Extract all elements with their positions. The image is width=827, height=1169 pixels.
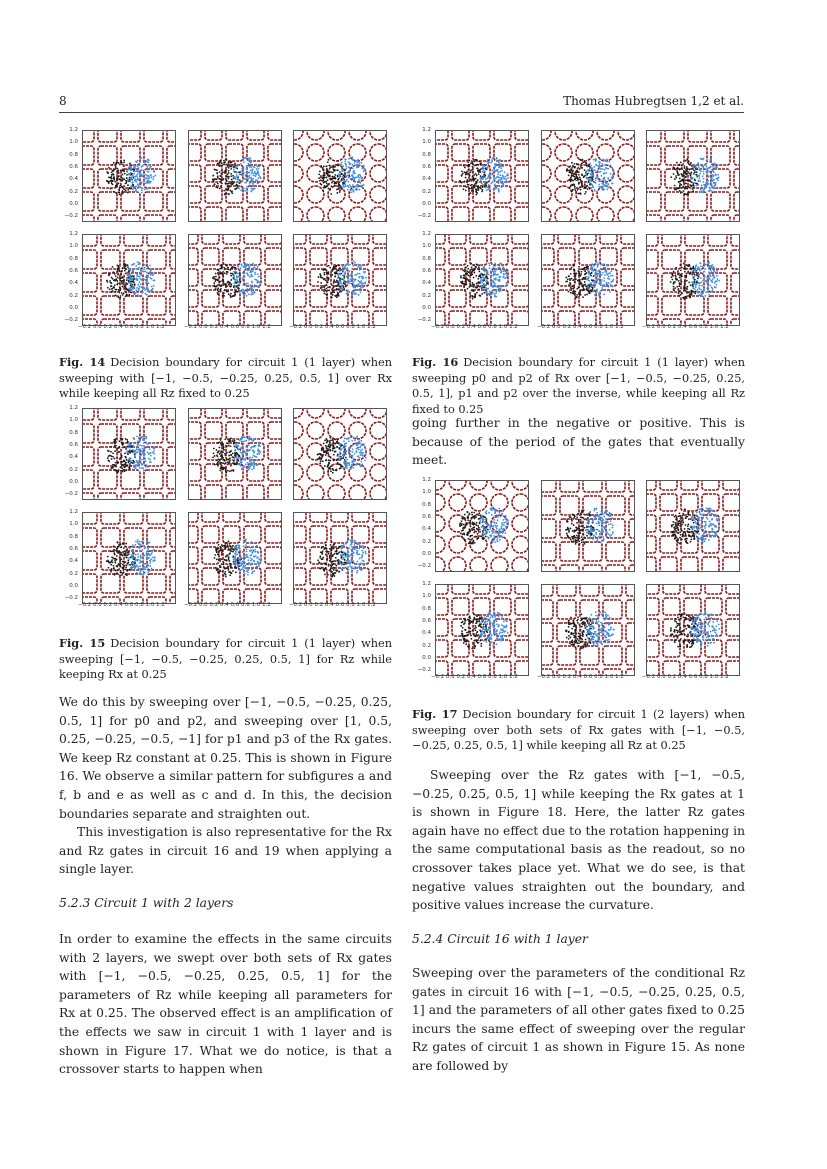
- y-tick-label: 1.0: [69, 139, 78, 146]
- decision-boundary-plot: [647, 585, 739, 675]
- decision-boundary-plot: [189, 513, 281, 603]
- y-tick-label: 0.4: [422, 630, 431, 637]
- subfigure-panel: [188, 130, 282, 222]
- decision-boundary-plot: [436, 481, 528, 571]
- right-body-1: [412, 414, 745, 470]
- subfigure-panel: [541, 584, 635, 676]
- decision-boundary-plot: [294, 131, 386, 221]
- subfigure-panel: [646, 480, 740, 572]
- caption-fig15: Fig. 15 Decision boundary for circuit 1 (1 layer) when sweeping [−1, −0.5, −0.25, 0.25, 0.5, 1] for Rz while keeping Rx at 0.25: [59, 636, 392, 681]
- x-tick-labels: −0.2 0.0 0.2 0.4 0.6 0.8 1.0 1.2: [289, 324, 376, 330]
- decision-boundary-plot: [542, 235, 634, 325]
- decision-boundary-plot: [294, 409, 386, 499]
- subfigure-panel: [188, 408, 282, 500]
- subfigure-panel: [435, 584, 529, 676]
- y-tick-label: 1.2: [69, 127, 78, 133]
- x-tick-labels: −0.2 0.0 0.2 0.4 0.6 0.8 1.0 1.2: [78, 324, 165, 330]
- y-tick-label: 0.6: [69, 441, 78, 448]
- subfigure-panel: [82, 130, 176, 222]
- paragraph: This investigation is also representative for the Rx and Rz gates in circuit 16 and 19 when applying a single layer.: [59, 825, 392, 877]
- y-tick-label: 0.4: [69, 280, 78, 287]
- y-tick-label: 0.0: [69, 304, 78, 311]
- page-header: [59, 92, 744, 113]
- y-tick-label: 0.8: [69, 533, 78, 540]
- y-tick-label: 0.6: [69, 267, 78, 274]
- figure-14: [60, 126, 390, 336]
- y-tick-label: 0.0: [422, 200, 431, 207]
- decision-boundary-plot: [189, 235, 281, 325]
- figure-17: [413, 476, 743, 686]
- y-tick-label: 0.2: [422, 538, 431, 545]
- x-tick-labels: −0.2 0.0 0.2 0.4 0.6 0.8 1.0 1.2: [642, 674, 729, 680]
- subfigure-panel: [541, 480, 635, 572]
- y-tick-label: −0.2: [64, 491, 78, 498]
- decision-boundary-plot: [542, 481, 634, 571]
- caption-fig16: Fig. 16 Decision boundary for circuit 1 (1 layer) when sweeping p0 and p2 of Rx over [−1, −0.5, −0.25, 0.25, 0.5, 1], p1 and p2 over the inverse, while keeping all Rz fixed to 0.25: [412, 355, 745, 416]
- y-tick-label: 1.2: [422, 127, 431, 133]
- subfigure-panel: [646, 584, 740, 676]
- paragraph: Sweeping over the Rz gates with [−1, −0.5, −0.25, 0.25, 0.5, 1] while keeping the Rx gates at 1 is shown in Figure 18. Here, the latter Rz gates again have no effect due to the rotation happening in the same computational basis as the readout, so no crossover takes place yet. What we do see, is that negative values straighten out the boundary, and positive values increase the curvature.: [412, 768, 745, 913]
- section-heading-5-2-4: 5.2.4 Circuit 16 with 1 layer: [412, 932, 588, 946]
- y-tick-label: −0.2: [64, 595, 78, 602]
- y-tick-label: 0.0: [422, 654, 431, 661]
- y-tick-label: 0.2: [69, 570, 78, 577]
- subfigure-panel: [435, 234, 529, 326]
- y-tick-label: −0.2: [417, 563, 431, 570]
- x-tick-labels: −0.2 0.0 0.2 0.4 0.6 0.8 1.0 1.2: [78, 602, 165, 608]
- y-tick-label: 1.2: [422, 477, 431, 483]
- y-tick-label: 0.8: [69, 255, 78, 262]
- decision-boundary-plot: [647, 481, 739, 571]
- decision-boundary-plot: [83, 131, 175, 221]
- x-tick-labels: −0.2 0.0 0.2 0.4 0.6 0.8 1.0 1.2: [289, 602, 376, 608]
- y-tick-label: 0.8: [69, 429, 78, 436]
- y-tick-label: 0.6: [422, 163, 431, 170]
- x-tick-labels: −0.2 0.0 0.2 0.4 0.6 0.8 1.0 1.2: [537, 324, 624, 330]
- left-body-2: [59, 930, 392, 1079]
- y-tick-label: 0.2: [69, 466, 78, 473]
- subfigure-panel: [293, 512, 387, 604]
- y-tick-label: 0.8: [422, 501, 431, 508]
- y-tick-label: 0.0: [69, 478, 78, 485]
- page-number: 8: [59, 94, 67, 108]
- y-tick-label: 0.2: [422, 292, 431, 299]
- subfigure-panel: [646, 234, 740, 326]
- decision-boundary-plot: [436, 235, 528, 325]
- y-tick-label: 0.0: [69, 200, 78, 207]
- right-body-3: [412, 964, 745, 1076]
- y-tick-label: 0.6: [69, 545, 78, 552]
- y-tick-label: 0.0: [422, 304, 431, 311]
- paragraph: We do this by sweeping over [−1, −0.5, −0.25, 0.25, 0.5, 1] for p0 and p2, and sweeping over [1, 0.5, 0.25, −0.25, −0.5, −1] for p1 and p3 of the Rx gates. We keep Rz constant at 0.25. This is shown in Figure 16. We observe a similar pattern for subfigures a and f, b and e as well as c and d. In this, the decision boundaries separate and straighten out.: [59, 695, 392, 821]
- x-tick-labels: −0.2 0.0 0.2 0.4 0.6 0.8 1.0 1.2: [642, 324, 729, 330]
- subfigure-panel: [293, 408, 387, 500]
- x-tick-labels: −0.2 0.0 0.2 0.4 0.6 0.8 1.0 1.2: [184, 602, 271, 608]
- subfigure-panel: [541, 234, 635, 326]
- decision-boundary-plot: [542, 585, 634, 675]
- y-tick-label: −0.2: [417, 667, 431, 674]
- y-tick-label: 1.2: [69, 231, 78, 237]
- decision-boundary-plot: [83, 235, 175, 325]
- figure-15: [60, 404, 390, 614]
- running-author: Thomas Hubregtsen 1,2 et al.: [563, 94, 744, 108]
- y-tick-label: 0.8: [422, 605, 431, 612]
- y-tick-label: 1.0: [422, 243, 431, 250]
- subfigure-panel: [435, 480, 529, 572]
- y-tick-label: 1.0: [69, 521, 78, 528]
- y-tick-label: 1.2: [69, 509, 78, 515]
- paragraph: going further in the negative or positive. This is because of the period of the gates that eventually meet.: [412, 416, 745, 468]
- subfigure-panel: [188, 234, 282, 326]
- decision-boundary-plot: [647, 235, 739, 325]
- x-tick-labels: −0.2 0.0 0.2 0.4 0.6 0.8 1.0 1.2: [431, 324, 518, 330]
- y-tick-label: 0.4: [69, 176, 78, 183]
- decision-boundary-plot: [294, 235, 386, 325]
- y-tick-label: 0.2: [69, 188, 78, 195]
- y-tick-label: 0.6: [422, 617, 431, 624]
- decision-boundary-plot: [189, 131, 281, 221]
- caption-fig14: Fig. 14 Decision boundary for circuit 1 (1 layer) when sweeping with [−1, −0.5, −0.25, 0.25, 0.5, 1] over Rx while keeping all Rz fixed to 0.25: [59, 355, 392, 400]
- y-tick-label: 1.0: [69, 417, 78, 424]
- y-tick-label: −0.2: [417, 317, 431, 324]
- decision-boundary-plot: [189, 409, 281, 499]
- y-tick-label: 0.2: [422, 188, 431, 195]
- y-tick-label: 1.2: [422, 581, 431, 587]
- decision-boundary-plot: [83, 513, 175, 603]
- decision-boundary-plot: [294, 513, 386, 603]
- y-tick-label: 0.4: [422, 280, 431, 287]
- paragraph: Sweeping over the parameters of the conditional Rz gates in circuit 16 with [−1, −0.5, −0.25, 0.25, 0.5, 1] and the parameters of all other gates fixed to 0.25 incurs the same effect of sweeping over the regular Rz gates of circuit 1 as shown in Figure 15. As none are followed by: [412, 966, 745, 1073]
- decision-boundary-plot: [647, 131, 739, 221]
- subfigure-panel: [188, 512, 282, 604]
- y-tick-label: 0.4: [422, 526, 431, 533]
- y-tick-label: −0.2: [417, 213, 431, 220]
- subfigure-panel: [435, 130, 529, 222]
- y-tick-label: 0.6: [422, 267, 431, 274]
- y-tick-label: 1.0: [69, 243, 78, 250]
- subfigure-panel: [646, 130, 740, 222]
- y-tick-label: 1.0: [422, 139, 431, 146]
- subfigure-panel: [293, 130, 387, 222]
- y-tick-label: 1.0: [422, 489, 431, 496]
- subfigure-panel: [293, 234, 387, 326]
- y-tick-label: 0.4: [69, 558, 78, 565]
- y-tick-label: −0.2: [64, 317, 78, 324]
- y-tick-label: 0.6: [69, 163, 78, 170]
- decision-boundary-plot: [436, 585, 528, 675]
- x-tick-labels: −0.2 0.0 0.2 0.4 0.6 0.8 1.0 1.2: [184, 324, 271, 330]
- y-tick-label: 0.2: [69, 292, 78, 299]
- y-tick-label: 1.0: [422, 593, 431, 600]
- paragraph: In order to examine the effects in the same circuits with 2 layers, we swept over both sets of Rx gates with [−1, −0.5, −0.25, 0.25, 0.5, 1] for the parameters of Rz while keeping all parameters for Rx at 0.25. The observed effect is an amplification of the effects we saw in circuit 1 with 1 layer and is shown in Figure 17. What we do notice, is that a crossover starts to happen when: [59, 932, 392, 1077]
- y-tick-label: 0.0: [69, 582, 78, 589]
- y-tick-label: 0.2: [422, 642, 431, 649]
- section-heading-5-2-3: 5.2.3 Circuit 1 with 2 layers: [59, 896, 234, 910]
- y-tick-label: 0.8: [422, 255, 431, 262]
- y-tick-label: 0.4: [69, 454, 78, 461]
- y-tick-label: 0.4: [422, 176, 431, 183]
- decision-boundary-plot: [83, 409, 175, 499]
- y-tick-label: 1.2: [422, 231, 431, 237]
- decision-boundary-plot: [542, 131, 634, 221]
- y-tick-label: −0.2: [64, 213, 78, 220]
- right-body-2: [412, 766, 745, 915]
- subfigure-panel: [82, 408, 176, 500]
- subfigure-panel: [541, 130, 635, 222]
- y-tick-label: 0.8: [422, 151, 431, 158]
- decision-boundary-plot: [436, 131, 528, 221]
- figure-16: [413, 126, 743, 336]
- x-tick-labels: −0.2 0.0 0.2 0.4 0.6 0.8 1.0 1.2: [537, 674, 624, 680]
- subfigure-panel: [82, 234, 176, 326]
- x-tick-labels: −0.2 0.0 0.2 0.4 0.6 0.8 1.0 1.2: [431, 674, 518, 680]
- left-body-1: [59, 693, 392, 879]
- subfigure-panel: [82, 512, 176, 604]
- y-tick-label: 0.0: [422, 550, 431, 557]
- y-tick-label: 1.2: [69, 405, 78, 411]
- y-tick-label: 0.8: [69, 151, 78, 158]
- caption-fig17: Fig. 17 Decision boundary for circuit 1 (2 layers) when sweeping over both sets of Rx gates with [−1, −0.5, −0.25, 0.25, 0.5, 1] while keeping all Rz at 0.25: [412, 707, 745, 752]
- y-tick-label: 0.6: [422, 513, 431, 520]
